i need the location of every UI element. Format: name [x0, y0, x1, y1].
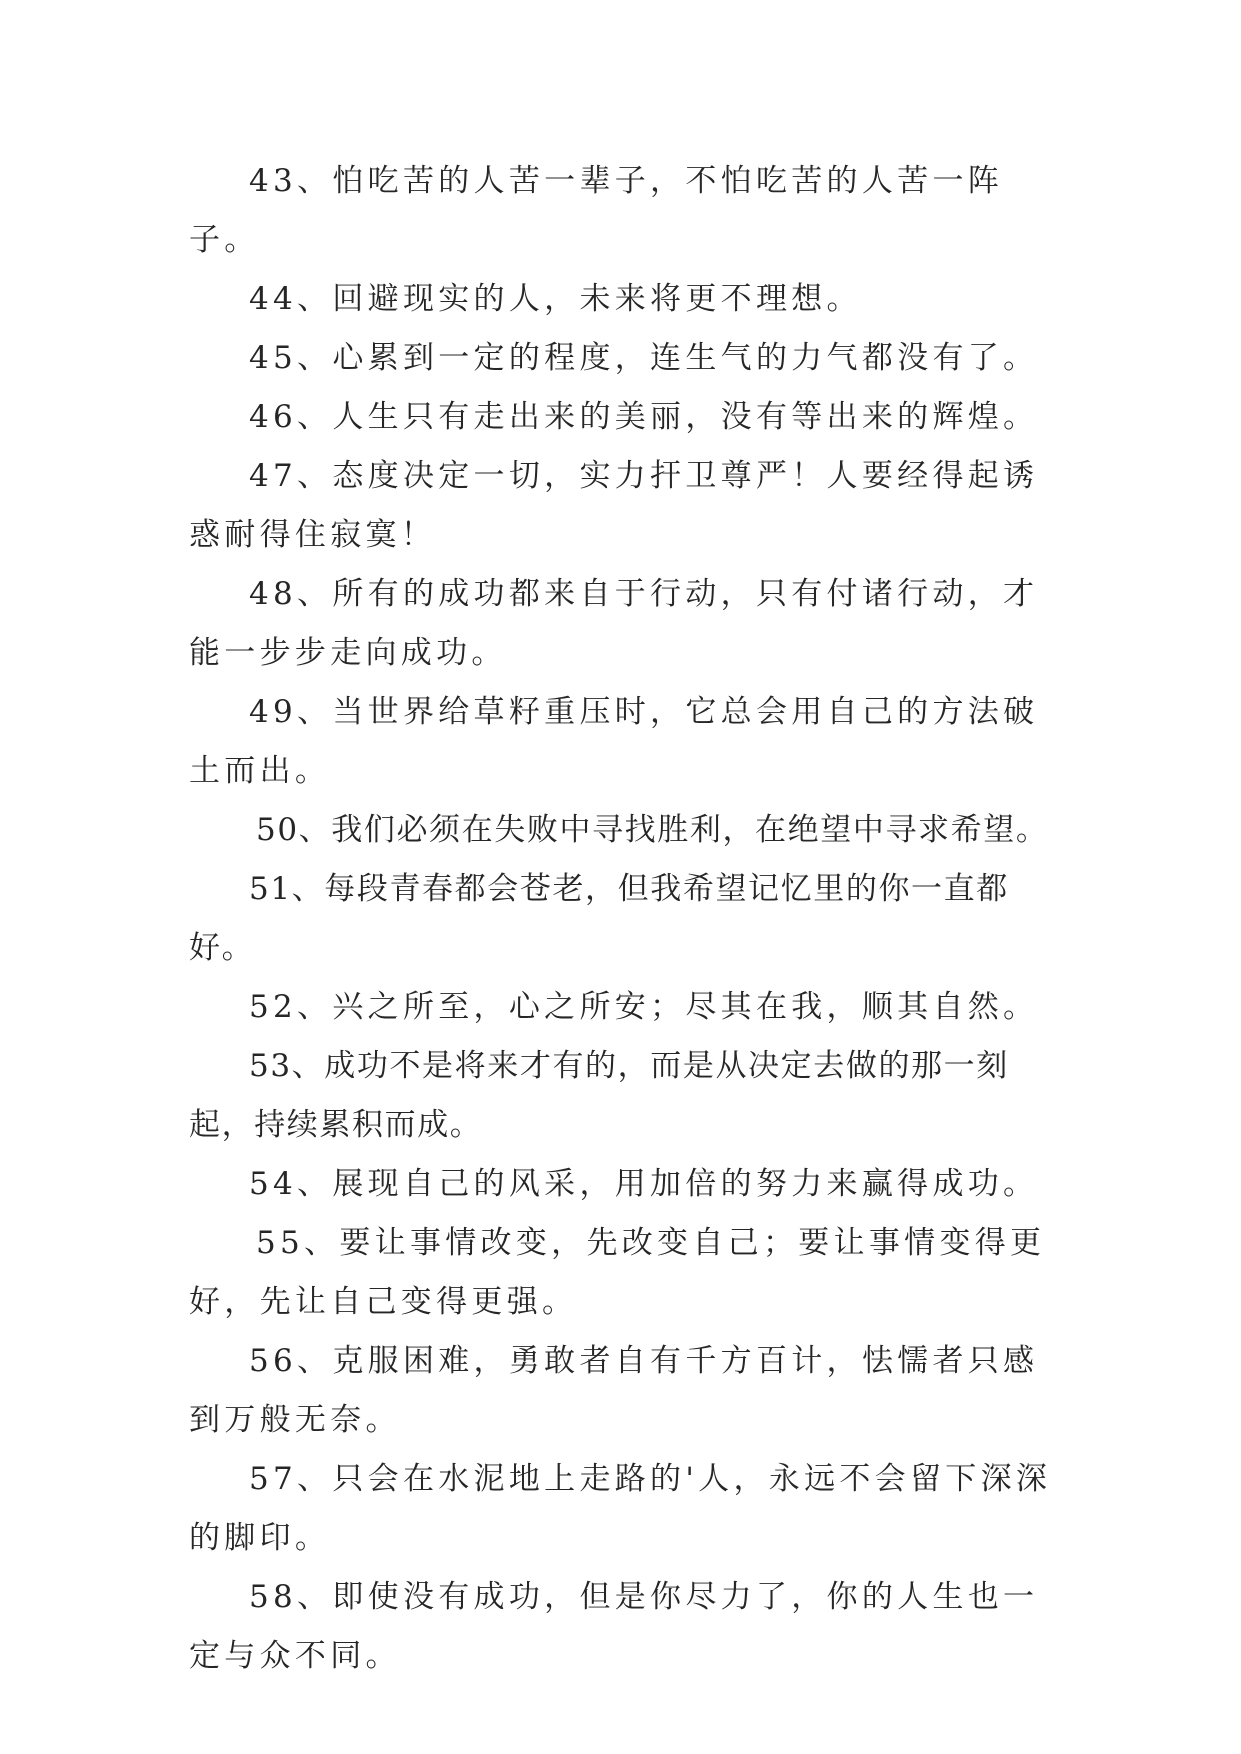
quote-46: 46、人生只有走出来的美丽，没有等出来的辉煌。 [249, 399, 1039, 435]
quote-52: 52、兴之所至，心之所安；尽其在我，顺其自然。 [249, 989, 1039, 1025]
quote-53: 53、成功不是将来才有的，而是从决定去做的那一刻起，持续累积而成。 [189, 1048, 1009, 1143]
quote-54: 54、展现自己的风采，用加倍的努力来赢得成功。 [249, 1166, 1039, 1202]
quote-48: 48、所有的成功都来自于行动，只有付诸行动，才能一步步走向成功。 [189, 576, 1039, 671]
quote-57: 57、只会在水泥地上走路的'人，永远不会留下深深的脚印。 [189, 1461, 1052, 1556]
quote-51: 51、每段青春都会苍老，但我希望记忆里的你一直都好。 [189, 871, 1009, 966]
quote-47: 47、态度决定一切，实力扞卫尊严！人要经得起诱惑耐得住寂寞！ [189, 458, 1039, 553]
quote-49: 49、当世界给草籽重压时，它总会用自己的方法破土而出。 [189, 694, 1039, 789]
quote-50: 50、我们必须在失败中寻找胜利，在绝望中寻求希望。 [256, 812, 1049, 848]
quote-55: 55、要让事情改变，先改变自己；要让事情变得更好，先让自己变得更强。 [189, 1225, 1046, 1320]
quote-45: 45、心累到一定的程度，连生气的力气都没有了。 [249, 340, 1039, 376]
quote-44: 44、回避现实的人，未来将更不理想。 [249, 281, 862, 317]
quote-56: 56、克服困难，勇敢者自有千方百计，怯懦者只感到万般无奈。 [189, 1343, 1039, 1438]
quote-58: 58、即使没有成功，但是你尽力了，你的人生也一定与众不同。 [189, 1579, 1039, 1674]
quote-43: 43、怕吃苦的人苦一辈子，不怕吃苦的人苦一阵子。 [189, 163, 1004, 258]
